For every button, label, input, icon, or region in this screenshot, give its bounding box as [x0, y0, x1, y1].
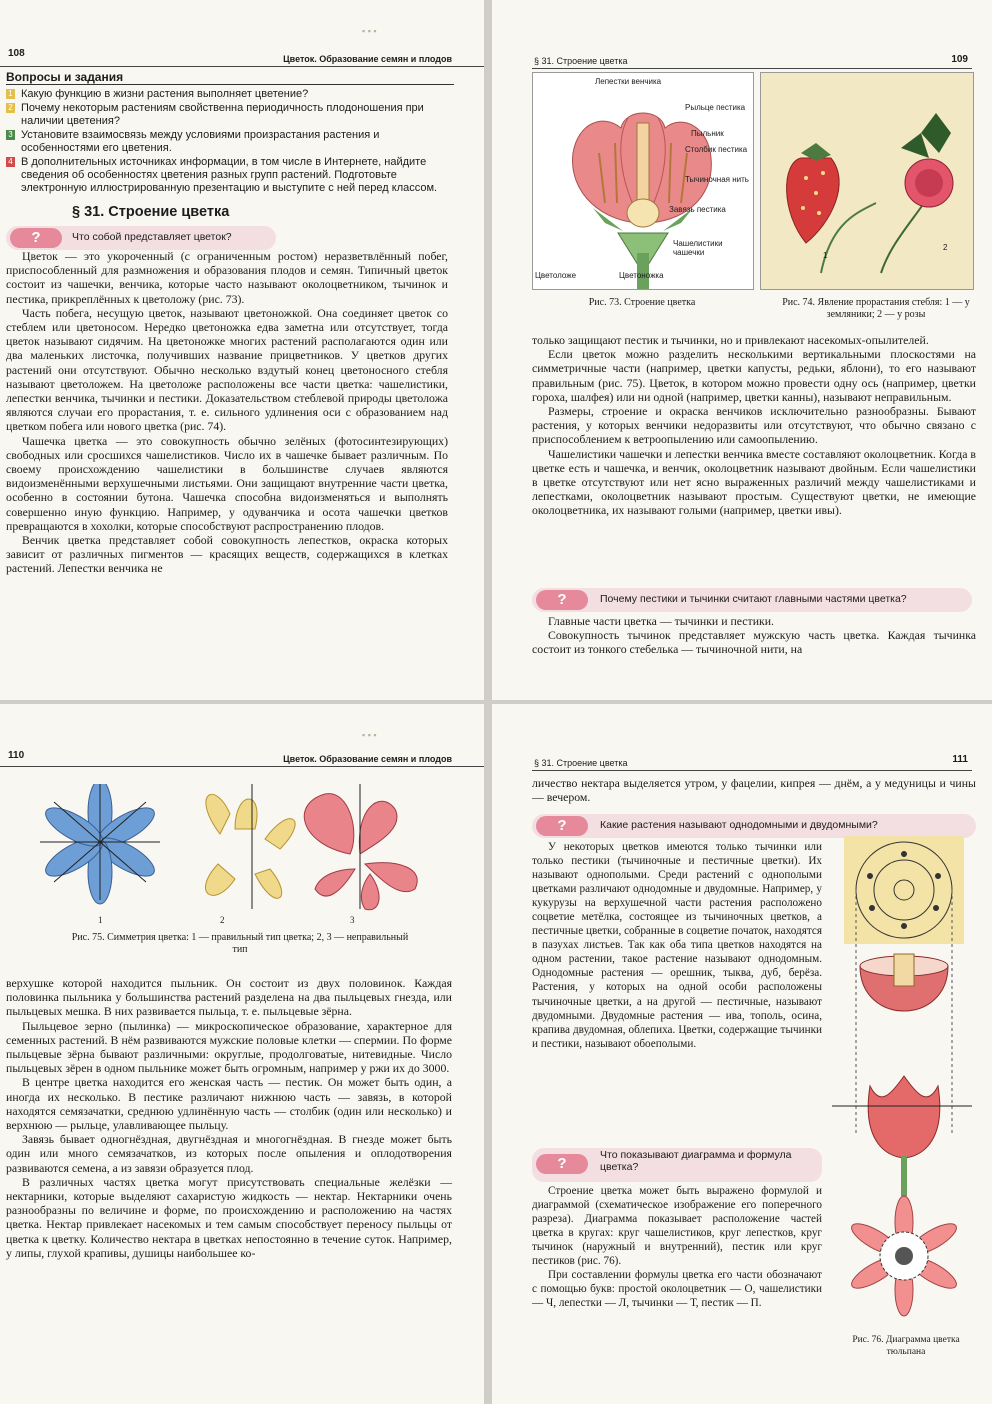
running-head: Цветок. Образование семян и плодов [283, 54, 452, 64]
page-text [6, 976, 452, 1260]
page-text [532, 333, 976, 518]
question-prompt: Почему пестики и тычинки считают главными частями цветка? [600, 593, 907, 605]
page-text [532, 840, 822, 1051]
page-text [6, 249, 448, 576]
header-rule [532, 68, 972, 69]
figure-75-caption: Рис. 75. Симметрия цветка: 1 — правильный тип цветка; 2, 3 — неправильный тип [71, 932, 409, 955]
question-num: 1 [6, 89, 15, 99]
paragraph: У некоторых цветков имеются только тычинки или только пестики (тычиночные и пестичные цветки). Их называют однополыми. Среди растений с однополыми цветками различают однодомные и двудомные. Например, у кукурузы на верхушечной части растения расположено соцветие метёлка, состоящее из тычиночных цветков, а пестичные цветки, собранные в соцветие початок, находятся в пазухах листьев. Так как оба типа цветков находятся на одном растении, такое растение называют однодомным. Однодомные растения — орешник, тыква, дуб, берёза. Растения, у которых на одной особи расположены тычиночные цветки, а на другой — пестичные, называют двудомными. Двудомные растения — ива, тополь, осина, крапива двудомная, облепиха. Цветки, содержащие тычинки и пестики, называют обоеполыми. [532, 841, 822, 1050]
page-text [532, 1184, 822, 1310]
page-number: 110 [8, 750, 25, 761]
tulip-diagram-illustration [832, 836, 972, 1326]
question-num: 4 [6, 157, 15, 167]
label-stigma: Рыльце пестика [685, 103, 746, 112]
figure-74-num-1: 1 [823, 251, 828, 260]
question-item [6, 88, 454, 101]
question-text: Какую функцию в жизни растения выполняет цветение? [21, 88, 309, 100]
figure-74-num-2: 2 [943, 243, 948, 252]
questions-block [6, 71, 454, 196]
page-header [0, 48, 484, 68]
paragraph: Главные части цветка — тычинки и пестики. [548, 614, 775, 628]
figure-74-proliferation [760, 72, 974, 290]
page-header [492, 52, 992, 72]
paragraph: Пыльцевое зерно (пылинка) — микроскопическое образование, характерное для семенных растений. В нём развиваются мужские половые клетки — спермии. По форме пыльцевые зёрна бывают различными: округлые, продолговатые, нитевидные. Число пыльцевых зёрен в одном пыльнике может быть огромным, например у ржи их до 3000. [6, 1018, 452, 1076]
figure-73-flower-structure [532, 72, 754, 290]
header-rule [0, 66, 484, 67]
figure-76-caption: Рис. 76. Диаграмма цветка тюльпана [852, 1335, 960, 1357]
question-num: 2 [6, 103, 15, 113]
question-mark-icon: ? [536, 590, 588, 610]
strawberry-rose-illustration [761, 73, 973, 289]
paragraph: В различных частях цветка могут присутствовать специальные желёзки — нектарники, которые выделяют сахаристую жидкость — нектар. Нектарники очень разнообразны по величине и форме, по происхождению и расположению на частях цветка. Нектар привлекает насекомых и тем самым способствует переносу пыльцы от цветка к цветку. Количество нектара в цветках непостоянно в течение суток. Например, у липы, глухой крапивы, душицы наибольшее ко- [6, 1174, 452, 1260]
page-mark: ▪ ▪ ▪ [362, 730, 377, 740]
paragraph: личество нектара выделяется утром, у фацелии, кипрея — днём, а у медуницы и чины — вечером. [532, 776, 976, 805]
paragraph: Цветок — это укороченный (с ограниченным ростом) неразветвлённый побег, приспособленный для размножения и образования плодов и семян. Типичный цветок состоит из чашечки, венчика, которые часто называют околоцветником, тычинок и пестика, прикреплённых к цветоложу (рис. 73). [6, 249, 448, 306]
label-filament: Тычиночная нить [685, 175, 749, 184]
page-header [492, 752, 992, 772]
running-head: Цветок. Образование семян и плодов [283, 754, 452, 764]
question-num: 3 [6, 130, 15, 140]
paragraph: Совокупность тычинок представляет мужскую часть цветка. Каждая тычинка состоит из тонкого стебелька — тычиночной нити, на [532, 628, 976, 657]
label-anther: Пыльник [691, 129, 724, 138]
label-pedicel: Цветоножка [619, 271, 664, 280]
paragraph: Завязь бывает одногнёздная, двугнёздная и многогнёздная. В гнезде может быть один или много семязачатков, из которых после опыления и оплодотворения развиваются семена, а из завязи образуется плод. [6, 1132, 452, 1175]
paragraph: Размеры, строение и окраска венчиков исключительно разнообразны. Бывают растения, у которых венчики недоразвиты или отсутствуют, что обычно связано с приспособлением к ветроопылению или самоопылению. [532, 404, 976, 447]
label-sepals: Чашелистики чашечки [673, 239, 723, 257]
section-title: § 31. Строение цветка [72, 204, 230, 220]
label-receptacle: Цветоложе [535, 271, 577, 280]
figure-75-symmetry [40, 784, 440, 932]
question-prompt: Какие растения называют однодомными и двудомными? [600, 819, 878, 831]
questions-title: Вопросы и задания [6, 71, 454, 85]
page-111 [492, 704, 992, 1404]
paragraph: Если цветок можно разделить несколькими вертикальными плоскостями на симметричные части (например, цветки капусты, редьки, яблони), то его называют правильным (рис. 75). Цветок, в котором можно провести одну ось (например, цветки гороха, шалфея) или ни одной (например, цветки канны), называют неправильным. [532, 347, 976, 404]
paragraph: Венчик цветка представляет собой совокупность лепестков, окраска которых зависит от различных пигментов — красящих веществ, содержащихся в клетках растений. Лепестки венчика не [6, 533, 448, 576]
page-text [532, 614, 976, 657]
question-item [6, 102, 454, 128]
page-110 [0, 704, 484, 1404]
page-number: 108 [8, 48, 25, 59]
label-petals: Лепестки венчика [595, 77, 662, 86]
question-text: В дополнительных источниках информации, в том числе в Интернете, найдите сведения об особенностях цветения разных групп растений. Подготовьте электронную иллюстрированную презентацию и выступите с ней перед классом. [21, 156, 438, 194]
page-header [0, 748, 484, 768]
figure-75-num-1: 1 [98, 915, 103, 925]
paragraph: Чашечка цветка — это совокупность обычно зелёных (фотосинтезирующих) свободных или сросшихся чашелистиков. Число их в чашечке бывает различным. По своему происхождению чашелистики в большинстве случаев являются видоизменёнными верхушечными листьями. Они защищают внутренние части цветка, особенно в состоянии бутона. Чашечка способна видоизменяться и выполнять совершенно иную функцию. Например, у одуванчика и осота чашечки цветков превращаются в хохолки, которые способствуют распространению плодов. [6, 433, 448, 533]
figure-75-num-3: 3 [350, 915, 355, 925]
label-ovary: Завязь пестика [669, 205, 726, 214]
question-mark-icon: ? [10, 228, 62, 248]
flower-symmetry-illustration [40, 784, 440, 932]
page-text [532, 776, 976, 804]
figure-73-caption: Рис. 73. Строение цветка [588, 297, 696, 308]
running-head: § 31. Строение цветка [534, 758, 628, 768]
question-item [6, 156, 454, 195]
page-108 [0, 0, 484, 700]
question-mark-icon: ? [536, 816, 588, 836]
running-head: § 31. Строение цветка [534, 56, 628, 66]
question-text: Почему некоторым растениям свойственна периодичность плодоношения при наличии цветения? [21, 102, 424, 127]
question-prompt: Что собой представляет цветок? [72, 231, 232, 243]
paragraph: Строение цветка может быть выражено формулой и диаграммой (схематическое изображение его поперечного разреза). Диаграмма показывает расположение частей цветка в кругах: круг чашелистиков, круг лепестков, круг тычинок (наружный и внутренний), пестик или круг пестиков (рис. 76). [532, 1185, 822, 1268]
question-mark-icon: ? [536, 1154, 588, 1174]
figure-74-caption: Рис. 74. Явление прорастания стебля: 1 — у земляники; 2 — у розы [782, 297, 970, 320]
page-number: 111 [952, 754, 968, 765]
paragraph: При составлении формулы цветка его части обозначают с помощью букв: простой околоцветник — О, чашелистики — Ч, лепестки — Л, тычинки — Т, пестик — П. [532, 1269, 822, 1310]
page-mark: ▪ ▪ ▪ [362, 26, 377, 36]
paragraph: только защищают пестик и тычинки, но и привлекают насекомых-опылителей. [532, 333, 929, 347]
paragraph: верхушке которой находится пыльник. Он состоит из двух половинок. Каждая половинка пыльника у большинства растений разделена на два пыльцевых гнезда, или пыльцевых мешка. В них развивается пыльца, т. е. пыльцевые зёрна. [6, 976, 452, 1019]
question-item [6, 129, 454, 155]
paragraph: Часть побега, несущую цветок, называют цветоножкой. Она соединяет цветок со стеблем или цветоносом. Нередко цветоножка едва заметна или отсутствует, тогда цветок называют сидячим. На цветоножке многих растений располагаются один или два маленьких листочка, получивших название прицветников. У цветков других растений они отсутствуют. Обычно несколько вздутый конец цветоносного стебля называют цветоложем. На цветоложе расположены все части цветка: чашелистики, лепестки венчика, тычинки и пестики. Доказательством стеблевой природы цветоложа являются случаи его прорастания, т. е. сильного удлинения оси с образованием над цветком побега или нового цветка (рис. 74). [6, 305, 448, 434]
header-rule [532, 770, 972, 771]
question-prompt: Что показывают диаграмма и формула цветка? [600, 1149, 792, 1173]
page-number: 109 [951, 54, 968, 65]
header-rule [0, 766, 484, 767]
page-109 [492, 0, 992, 700]
paragraph: Чашелистики чашечки и лепестки венчика вместе составляют околоцветник. Когда в цветке есть и чашечка, и венчик, околоцветник называют двойным. Если чашелистики в цветке отсутствуют или нет ясно выраженных различий между чашелистиками и лепестками, околоцветник называют простым. Существуют цветки, не имеющие околоцветника, их называют голыми (например, цветки ивы). [532, 446, 976, 518]
paragraph: В центре цветка находится его женская часть — пестик. Он может быть один, а иногда их несколько. В пестике различают нижнюю часть — завязь, в которой находятся семязачатки, среднюю удлинённую часть — столбик (один или несколько) и верхнюю — рыльце, улавливающее пыльцу. [6, 1075, 452, 1133]
figure-75-num-2: 2 [220, 915, 225, 925]
label-style: Столбик пестика [685, 145, 748, 154]
figure-76-tulip-diagram [832, 836, 972, 1326]
question-text: Установите взаимосвязь между условиями произрастания растения и особенностями его цветения. [21, 129, 380, 154]
